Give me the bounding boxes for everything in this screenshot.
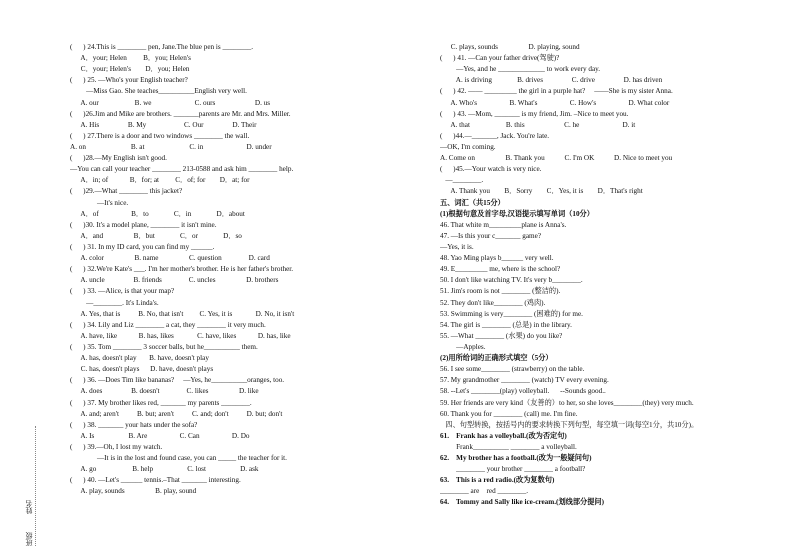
text-line: ( ) 31. In my ID card, you can find my ______.	[70, 242, 215, 251]
text-line: A. Yes, that is B. No, that isn't C. Yes, it is D. No, it isn't	[70, 309, 295, 318]
text-line: 53. Swimming is very________ (困难的) for me.	[440, 309, 583, 318]
text-line: ________ your brother ________ a football?	[440, 465, 586, 474]
text-line: ( )26.Jim and Mike are brothers. _______parents are Mr. and Mrs. Miller.	[70, 109, 291, 118]
text-line: ( ) 39.—Oh, I lost my watch.	[70, 442, 163, 451]
text-line: 46. That white m_________plane is Anna's.	[440, 220, 567, 229]
text-line: A. His B. My C. Our D. Their	[70, 120, 257, 129]
text-line: —You can call your teacher ________ 213-0588 and ask him ________ help.	[70, 165, 294, 174]
text-line: A. have, like B. has, likes C. have, likes D. has, like	[70, 331, 291, 340]
text-line: C．your; Helen's D．you; Helen	[70, 65, 190, 74]
text-line: ( ) 33. —Alice, is that your map?	[70, 287, 175, 296]
text-line: ( ) 42. —— _________ the girl in a purple hat? ——She is my sister Anna.	[440, 87, 673, 96]
text-line: ________ are red ________.	[440, 487, 529, 496]
text-line: (2)用所给词的正确形式填空（5分）	[440, 354, 553, 363]
text-line: A. Is B. Are C. Can D. Do	[70, 431, 250, 440]
text-line: 52. They don't like________ (鸡肉).	[440, 298, 546, 307]
text-line: A．and B．but C．or D．so	[70, 231, 242, 240]
text-line: —It is in the lost and found case, you can _____ the teacher for it.	[70, 454, 287, 463]
text-line: A. color B. name C. question D. card	[70, 254, 270, 263]
text-line: C. has, doesn't plays D. have, doesn't plays	[70, 365, 214, 374]
text-line: 61. Frank has a volleyball.(改为否定句)	[440, 431, 567, 440]
text-line: ( ) 34. Lily and Liz ________ a cat, they ________ it very much.	[70, 320, 266, 329]
text-line: —OK, I'm coming.	[440, 142, 496, 151]
text-line: —It's nice.	[70, 198, 129, 207]
name-label: 姓名	[25, 500, 33, 514]
text-line: ( ) 24.This is ________ pen, Jane.The blue pen is ________.	[70, 43, 254, 51]
text-line: 62. My brother has a football.(改为一般疑问句)	[440, 454, 592, 463]
text-line: ( )45.—Your watch is very nice.	[440, 165, 542, 174]
text-line: 47. —Is this your c_______ game?	[440, 231, 542, 240]
text-line: A. our B. we C. ours D. us	[70, 98, 271, 107]
text-line: ( )29.—What ________ this jacket?	[70, 187, 183, 196]
text-line: ( ) 41. —Can your father drive(驾驶)?	[440, 54, 560, 63]
text-line: ( ) 32.We're Kate's ___. I'm her mother's brother. He is her father's brother.	[70, 265, 294, 274]
text-line: A. that B. this C. he D. it	[440, 120, 636, 129]
text-line: ( ) 35. Tom ________ 3 soccer balls, but he__________ them.	[70, 342, 258, 351]
text-line: ( ) 40. —Let's ______ tennis.–That _______ interesting.	[70, 476, 241, 485]
text-line: 63. This is a red radio.(改为复数句)	[440, 476, 555, 485]
text-line: A．your; Helen B．you; Helen's	[70, 54, 191, 63]
text-line: A. Come on B. Thank you C. I'm OK D. Nice to meet you	[440, 154, 673, 163]
text-line: 50. I don't like watching TV. It's very b________.	[440, 276, 583, 285]
text-line: ( )28.—My English isn't good.	[70, 154, 167, 163]
text-line: A. and; aren't B. but; aren't C. and; don't D. but; don't	[70, 409, 283, 418]
text-line: —________. It's Linda's.	[70, 298, 159, 307]
text-line: 57. My grandmother ________ (watch) TV every evening.	[440, 376, 609, 385]
text-line: 49. E_________ me, where is the school?	[440, 265, 561, 274]
text-line: 55. —What ________ (水果) do you like?	[440, 331, 563, 340]
text-line: A. Thank you B．Sorry C．Yes, it is D．That's right	[440, 187, 643, 196]
text-line: —Yes, it is.	[440, 242, 474, 251]
text-line: ( )30. It's a model plane, ________ it isn't mine.	[70, 220, 217, 229]
text-line: —Apples.	[440, 342, 486, 351]
text-line: 60. Thank you for ________ (call) me. I'm fine.	[440, 409, 578, 418]
text-line: 48. Yao Ming plays b______ very well.	[440, 254, 554, 263]
text-line: —________.	[440, 176, 484, 185]
binding-margin	[22, 420, 48, 546]
text-line: 64. Tommy and Sally like ice-cream.(划线部分提问)	[440, 498, 604, 507]
text-line: A. uncle B. friends C. uncles D. brothers	[70, 276, 279, 285]
text-line: 五、词汇（共15分）	[440, 198, 505, 207]
text-line: A. go B. help C. lost D. ask	[70, 465, 259, 474]
text-line: 56. I see some________ (strawberry) on the table.	[440, 365, 585, 374]
text-line: A. play, sounds B. play, sound	[70, 487, 197, 496]
text-line: ( ) 27.There is a door and two windows ________ the wall.	[70, 131, 250, 140]
text-line: 58. --Let's ________(play) volleyball. --Sounds good..	[440, 387, 606, 396]
text-line: 四、句型转换，按括号内的要求转换下列句型，每空填一词(每空1分，共10分)。	[440, 420, 699, 429]
text-line: A. does B. doesn't C. likes D. like	[70, 387, 259, 396]
class-label: 班级	[25, 532, 33, 546]
text-line: —Yes, and he _____________ to work every day.	[440, 65, 601, 74]
text-line: ( )44.—_______, Jack. You're late.	[440, 131, 550, 140]
text-line: ( ) 38. _______ your hats under the sofa?	[70, 420, 198, 429]
text-line: ( ) 25. —Who's your English teacher?	[70, 76, 188, 85]
text-line: 51. Jim's room is not ________ (整洁的).	[440, 287, 561, 296]
text-line: (1)根据句意及首字母,汉语提示填写单词（10分）	[440, 209, 594, 218]
text-line: 59. Her friends are very kind（友善的）to her, so she loves________(they) very much.	[440, 398, 694, 407]
text-line: A. Who's B. What's C. How's D. What color	[440, 98, 670, 107]
text-line: —Miss Gao. She teaches__________English very well.	[70, 87, 247, 96]
text-line: C. plays, sounds D. playing, sound	[440, 43, 580, 51]
left-column	[70, 42, 390, 497]
text-line: ( ) 37. My brother likes red, _______ my parents ________.	[70, 398, 252, 407]
right-column	[440, 42, 770, 509]
text-line: 54. The girl is ________ (总是) in the library.	[440, 320, 572, 329]
text-line: A. has, doesn't play B. have, doesn't play	[70, 354, 209, 363]
text-line: A. on B. at C. in D. under	[70, 142, 272, 151]
text-line: ( ) 36. —Does Tim like bananas? —Yes, he__________oranges, too.	[70, 376, 285, 385]
text-line: A．of B．to C．in D．about	[70, 209, 245, 218]
text-line: Frank__________ ________ a volleyball.	[440, 442, 577, 451]
text-line: A. is driving B. drives C. drive D. has driven	[440, 76, 663, 85]
text-line: ( ) 43. —Mom, _______ is my friend, Jim. –Nice to meet you.	[440, 109, 629, 118]
binding-line	[35, 426, 36, 546]
text-line: A．in; of B．for; at C．of; for D．at; for	[70, 176, 250, 185]
